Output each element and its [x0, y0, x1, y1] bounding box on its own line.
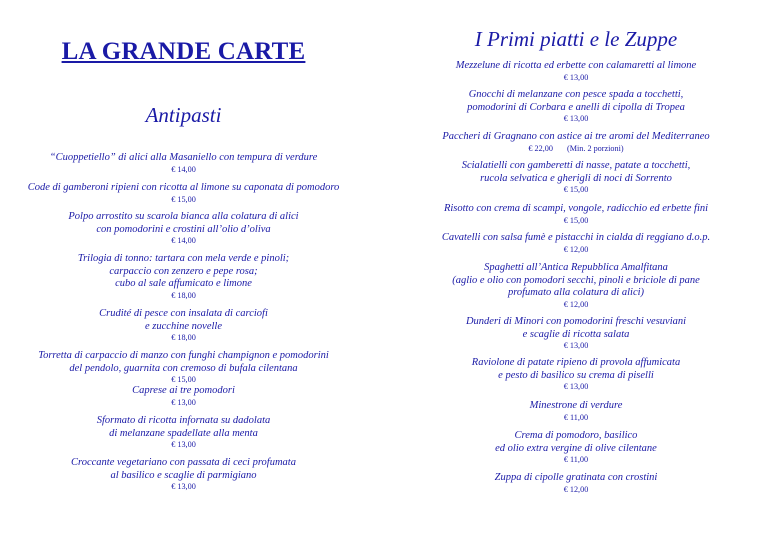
dish-price: € 15,00 — [563, 185, 589, 194]
dish-name: Risotto con crema di scampi, vongole, radicchio ed erbette fini — [443, 203, 709, 214]
menu-item — [424, 160, 728, 196]
dish-price: € 13,00 — [563, 382, 589, 391]
dish-name: Scialatielli con gamberetti di nasse, patate a tocchetti, rucola selvatica e gherigli di noci di Sorrento — [461, 160, 691, 184]
menu-item — [424, 262, 728, 310]
menu-item — [424, 232, 728, 255]
menu-item — [0, 385, 367, 408]
dish-price: € 18,00 — [171, 333, 196, 342]
dish-name: Croccante vegetariano con passata di ceci profumata al basilico e scaglie di parmigiano — [71, 457, 296, 481]
menu-item — [424, 89, 728, 125]
dish-price: € 13,00 — [563, 72, 589, 82]
menu-item — [424, 430, 728, 466]
menu-item — [424, 316, 728, 352]
dish-name: Sformato di ricotta infornata su dadolata di melanzane spadellate alla menta — [96, 415, 271, 439]
menu-item — [424, 472, 728, 495]
dish-price: € 12,00 — [563, 484, 589, 494]
dish-name: Caprese ai tre pomodori — [132, 385, 235, 396]
dish-price: € 14,00 — [171, 236, 196, 245]
dish-price: € 13,00 — [171, 440, 196, 449]
dish-name: Trilogia di tonno: tartara con mela verde e pinoli; carpaccio con zenzero e pepe rosa; cubo al sale affumicato e limone — [77, 253, 290, 289]
dish-price: € 15,00 — [171, 375, 196, 384]
menu-item — [0, 253, 367, 301]
primi-heading: I Primi piatti e le Zuppe — [474, 27, 678, 51]
menu-item — [424, 357, 728, 393]
portion-note: (Min. 2 porzioni) — [566, 143, 624, 153]
menu-item — [424, 60, 728, 83]
dish-name: Raviolone di patate ripieno di provola affumicata e pesto di basilico su crema di piselli — [471, 357, 681, 381]
dish-price: € 22,00 — [528, 143, 553, 153]
dish-name: Mezzelune di ricotta ed erbette con calamaretti al limone — [455, 60, 697, 71]
dish-price: € 15,00 — [563, 215, 589, 225]
dish-name: Dunderi di Minori con pomodorini freschi vesuviani e scaglie di ricotta salata — [465, 316, 687, 340]
dish-price: € 13,00 — [563, 341, 589, 350]
dish-name: “Cuoppetiello” di alici alla Masaniello con tempura di verdure — [49, 152, 318, 163]
menu-item — [424, 400, 728, 423]
dish-price: € 13,00 — [563, 114, 589, 123]
menu-item — [0, 182, 367, 205]
menu-item — [0, 415, 367, 451]
dish-name: Minestrone di verdure — [529, 400, 623, 411]
dish-price: € 13,00 — [171, 482, 196, 491]
dish-price: € 12,00 — [563, 244, 589, 254]
dish-name: Gnocchi di melanzane con pesce spada a tocchetti, pomodorini di Corbara e anelli di cipolla di Tropea — [467, 89, 685, 113]
menu-title: LA GRANDE CARTE — [61, 38, 306, 65]
dish-price: € 11,00 — [563, 412, 589, 422]
menu-item — [0, 152, 367, 175]
dish-name: Crema di pomodoro, basilico ed olio extra vergine di olive cilentane — [495, 430, 657, 454]
menu-item — [0, 308, 367, 344]
dish-price: € 18,00 — [171, 290, 196, 300]
dish-name: Paccheri di Gragnano con astice ai tre aromi del Mediterraneo — [442, 131, 710, 142]
dish-name: Zuppa di cipolle gratinata con crostini — [494, 472, 658, 483]
dish-price: € 11,00 — [563, 455, 589, 464]
antipasti-heading: Antipasti — [145, 103, 222, 127]
dish-price: € 15,00 — [171, 194, 196, 204]
menu-item — [424, 131, 728, 154]
dish-name: Crudité di pesce con insalata di carciofi e zucchine novelle — [99, 308, 268, 332]
menu-item — [0, 350, 367, 386]
dish-price: € 13,00 — [171, 397, 196, 407]
menu-item — [0, 211, 367, 247]
dish-price: € 14,00 — [171, 164, 196, 174]
dish-name: Polpo arrostito su scarola bianca alla colatura di alici con pomodorini e crostini all’olio d’oliva — [68, 211, 299, 235]
dish-name: Code di gamberoni ripieni con ricotta al limone su caponata di pomodoro — [27, 182, 340, 193]
dish-name: Cavatelli con salsa fumè e pistacchi in cialda di reggiano d.o.p. — [441, 232, 711, 243]
dish-price: € 12,00 — [563, 299, 589, 309]
dish-name: Torretta di carpaccio di manzo con funghi champignon e pomodorini del pendolo, guarnita con cremoso di bufala cilentana — [38, 350, 329, 374]
menu-item — [0, 457, 367, 493]
dish-name: Spaghetti all’Antica Repubblica Amalfitana (aglio e olio con pomodori secchi, pinoli e briciole di pane profumato alla colatura di alici) — [452, 262, 700, 298]
menu-item — [424, 203, 728, 226]
